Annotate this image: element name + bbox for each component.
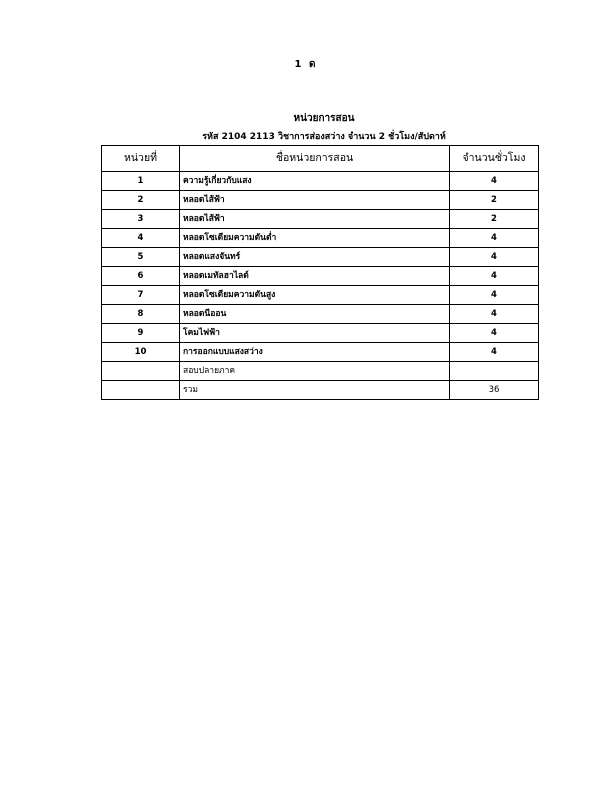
unit-number: 1 — [102, 172, 180, 191]
unit-number: 4 — [102, 229, 180, 248]
table-row — [102, 229, 539, 248]
unit-name: หลอดโซเดียมความดันสูง — [180, 286, 450, 305]
table-row — [102, 286, 539, 305]
unit-name: โคมไฟฟ้า — [180, 324, 450, 343]
table-row — [102, 191, 539, 210]
document-title: หน่วยการสอน — [293, 113, 355, 124]
page-number: 1 ด — [294, 59, 318, 70]
unit-name: การออกแบบแสงสว่าง — [180, 343, 450, 362]
header-hours: จำนวนชั่วโมง — [450, 146, 539, 172]
unit-number: 10 — [102, 343, 180, 362]
unit-number: 8 — [102, 305, 180, 324]
unit-number: 7 — [102, 286, 180, 305]
table-row — [102, 324, 539, 343]
unit-hours: 4 — [450, 229, 539, 248]
table-row — [102, 210, 539, 229]
unit-number: 5 — [102, 248, 180, 267]
unit-hours: 4 — [450, 267, 539, 286]
unit-name: ความรู้เกี่ยวกับแสง — [180, 172, 450, 191]
table-row — [102, 248, 539, 267]
unit-number: 9 — [102, 324, 180, 343]
table-row — [102, 305, 539, 324]
unit-name: หลอดโซเดียมความดันต่ำ — [180, 229, 450, 248]
document-subtitle: รหัส 2104 2113 วิชาการส่องสว่าง จำนวน 2 ชั่วโมง/สัปดาห์ — [202, 132, 446, 142]
table-row — [102, 172, 539, 191]
exam-unit — [102, 362, 180, 381]
unit-name: หลอดแสงจันทร์ — [180, 248, 450, 267]
unit-hours: 2 — [450, 191, 539, 210]
table-row — [102, 267, 539, 286]
total-hours: 36 — [450, 381, 539, 400]
total-unit — [102, 381, 180, 400]
unit-name: หลอดเมทัลฮาไลด์ — [180, 267, 450, 286]
unit-hours: 4 — [450, 286, 539, 305]
unit-hours: 4 — [450, 248, 539, 267]
total-label: รวม — [180, 381, 450, 400]
unit-number: 3 — [102, 210, 180, 229]
teaching-units-table — [101, 145, 539, 400]
exam-label: สอบปลายภาค — [180, 362, 450, 381]
unit-number: 2 — [102, 191, 180, 210]
exam-row — [102, 362, 539, 381]
header-unit: หน่วยที่ — [102, 146, 180, 172]
unit-hours: 4 — [450, 324, 539, 343]
unit-hours: 2 — [450, 210, 539, 229]
table-row — [102, 343, 539, 362]
unit-name: หลอดนีออน — [180, 305, 450, 324]
unit-name: หลอดไส้ฟ้า — [180, 210, 450, 229]
unit-hours: 4 — [450, 172, 539, 191]
unit-name: หลอดไส้ฟ้า — [180, 191, 450, 210]
unit-number: 6 — [102, 267, 180, 286]
unit-hours: 4 — [450, 343, 539, 362]
exam-hours — [450, 362, 539, 381]
total-row — [102, 381, 539, 400]
header-unit-name: ชื่อหน่วยการสอน — [180, 146, 450, 172]
table-header-row — [102, 146, 539, 172]
unit-hours: 4 — [450, 305, 539, 324]
